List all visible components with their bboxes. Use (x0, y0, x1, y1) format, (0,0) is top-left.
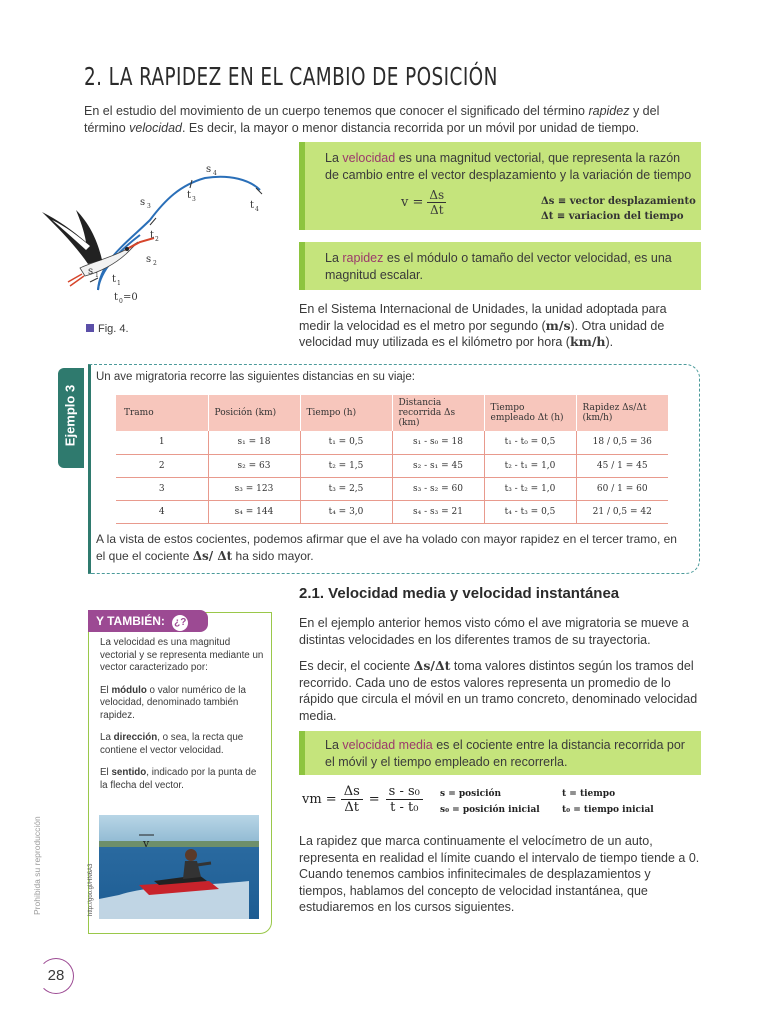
figure-trajectory (30, 150, 290, 350)
svg-text:1: 1 (95, 272, 99, 279)
svg-text:t: t (112, 274, 117, 285)
table-cell: t₂ - t₁ = 1,0 (484, 454, 576, 477)
table-cell: t₁ - t₀ = 0,5 (484, 431, 576, 454)
svg-text:=0: =0 (123, 292, 138, 303)
table-cell: s₂ - s₁ = 45 (392, 454, 484, 477)
table-row (116, 500, 668, 523)
svg-text:t: t (187, 190, 192, 201)
photo-credit: http://goo.gl/HN6A3 (88, 863, 94, 916)
section21-paragraph-1: En el ejemplo anterior hemos visto cómo el ave migratoria se mueve a distintas velocidades en los diferentes tramos de su trayectoria. (299, 616, 689, 647)
table-cell: s₃ - s₂ = 60 (392, 477, 484, 500)
table-cell: 21 / 0,5 = 42 (576, 500, 668, 523)
example-tab: Ejemplo 3 (58, 368, 84, 468)
intro-paragraph: En el estudio del movimiento de un cuerpo tenemos que conocer el significado del término rapidez y del término velocidad. Es decir, la mayor o menor distancia recorrida por un móvil por unidad de tiempo. (84, 104, 660, 135)
svg-text:2: 2 (155, 236, 159, 243)
table-cell: t₂ = 1,5 (300, 454, 392, 477)
svg-text:t: t (250, 200, 255, 211)
formula-definitions-left (440, 786, 540, 818)
figure-caption: Fig. 4. (86, 323, 129, 335)
table-cell: s₄ = 144 (208, 500, 300, 523)
si-units-paragraph: En el Sistema Internacional de Unidades, la unidad adoptada para medir la velocidad es el metro por segundo (m/s). Otra unidad de velocidad muy utilizada es el kilómetro por hora (km/h). (299, 302, 667, 349)
def-s: s = posición (440, 789, 502, 799)
col-tramo: Tramo (116, 395, 208, 431)
table-cell: 1 (116, 431, 208, 454)
definition-velocidad-box: La velocidad es una magnitud vectorial, que representa la razón de cambio entre el vector desplazamiento y la variación de tiempo v = $\frac{\Delta s}{\Delta t}$ Δs ≡ vector desplazamiento Δt ≡ variacion del tiempo (299, 142, 701, 230)
formula-definitions-right (562, 786, 654, 818)
page-title: 2. LA RAPIDEZ EN EL CAMBIO DE POSICIÓN (84, 62, 498, 91)
table-cell: 18 / 0,5 = 36 (576, 431, 668, 454)
table-row (116, 477, 668, 500)
velocidad-formula: v = $\frac{\Delta s}{\Delta t}$ (401, 188, 445, 217)
col-distancia: Distancia recorrida Δs (km) (392, 395, 484, 431)
col-posicion: Posición (km) (208, 395, 300, 431)
svg-text:1: 1 (117, 280, 121, 287)
table-cell: s₁ = 18 (208, 431, 300, 454)
table-cell: t₄ - t₃ = 0,5 (484, 500, 576, 523)
svg-text:0: 0 (119, 298, 123, 305)
svg-text:s: s (146, 254, 152, 265)
svg-text:s: s (206, 164, 212, 175)
table-cell: t₄ = 3,0 (300, 500, 392, 523)
svg-text:4: 4 (213, 170, 217, 177)
definition-rapidez-box: La rapidez es el módulo o tamaño del vector velocidad, es una magnitud escalar. (299, 242, 701, 290)
svg-text:3: 3 (192, 196, 196, 203)
table-cell: s₂ = 63 (208, 454, 300, 477)
table-header-row (116, 395, 668, 431)
table-cell: s₃ = 123 (208, 477, 300, 500)
copyright-notice: Prohibida su reproducción (32, 816, 42, 915)
table-cell: 60 / 1 = 60 (576, 477, 668, 500)
caption-square-icon (86, 324, 94, 332)
table-cell: t₃ = 2,5 (300, 477, 392, 500)
section21-paragraph-2: Es decir, el cociente Δs/Δt toma valores distintos según los tramos del recorrido. Cada uno de estos valores representa un promedio de lo rápido que circula el móvil en un tramo concreto, denominado velocidad media. (299, 658, 698, 723)
migration-table (116, 395, 668, 524)
question-badge-icon: ¿? (172, 615, 188, 631)
svg-text:t: t (150, 230, 155, 241)
jetski-photo (99, 815, 259, 919)
table-cell: t₃ - t₂ = 1,0 (484, 477, 576, 500)
def-t0: t₀ = tiempo inicial (562, 805, 654, 815)
page-number: 28 (38, 958, 74, 994)
also-text: La velocidad es una magnitud vectorial y se representa mediante un vector caracterizado por: El módulo o valor numérico de la velocidad, denominado también rapidez. La dirección, o sea, la recta que contiene el vector velocidad. El sentido, indicado por la punta de la flecha del vector. (100, 637, 264, 791)
example-intro: Un ave migratoria recorre las siguientes distancias en su viaje: (96, 371, 415, 383)
col-tiempo: Tiempo (h) (300, 395, 392, 431)
table-cell: 2 (116, 454, 208, 477)
svg-text:2: 2 (153, 260, 157, 267)
section-title: 2.1. Velocidad media y velocidad instantánea (299, 585, 620, 602)
def-t: t = tiempo (562, 789, 616, 799)
table-cell: s₄ - s₃ = 21 (392, 500, 484, 523)
trajectory-illustration (30, 150, 290, 350)
table-cell: 4 (116, 500, 208, 523)
velocidad-media-formula: vm = $\frac{\Delta s}{\Delta t}$ = $\frac{\text{s - s₀}}{\text{t - t₀}}$ (302, 784, 423, 815)
section21-paragraph-3: La rapidez que marca continuamente el velocímetro de un auto, representa en realidad el límite cuando el intervalo de tiempo tiende a 0. Cuando tenemos cambios infinitecimales de desplazamientos y tiempos, hablamos del concepto de velocidad instantánea, que estudiaremos en los cursos siguientes. (299, 834, 700, 914)
col-tiempo-empleado: Tiempo empleado Δt (h) (484, 395, 576, 431)
definition-velocidad-media-box: La velocidad media es el cociente entre la distancia recorrida por el móvil y el tiempo empleado en recorrerla. (299, 731, 701, 775)
table-row (116, 454, 668, 477)
col-rapidez: Rapidez Δs/Δt (km/h) (576, 395, 668, 431)
svg-text:4: 4 (255, 206, 259, 213)
svg-text:s: s (88, 266, 94, 277)
also-box-header: Y TAMBIÉN: ¿? (88, 610, 208, 632)
table-cell: s₁ - s₀ = 18 (392, 431, 484, 454)
svg-text:s: s (140, 197, 146, 208)
table-cell: 45 / 1 = 45 (576, 454, 668, 477)
example-conclusion: A la vista de estos cocientes, podemos afirmar que el ave ha volado con mayor rapidez en el tercer tramo, en el que el cociente Δs/ Δt ha sido mayor. (96, 532, 677, 563)
table-cell: t₁ = 0,5 (300, 431, 392, 454)
def-delta-s: Δs ≡ vector desplazamiento (541, 196, 696, 207)
svg-text:3: 3 (147, 203, 151, 210)
def-delta-t: Δt ≡ variacion del tiempo (541, 211, 684, 222)
table-row (116, 431, 668, 454)
photo-vector-label: v (143, 837, 150, 850)
svg-text:t: t (114, 292, 119, 303)
def-s0: s₀ = posición inicial (440, 805, 540, 815)
table-cell: 3 (116, 477, 208, 500)
